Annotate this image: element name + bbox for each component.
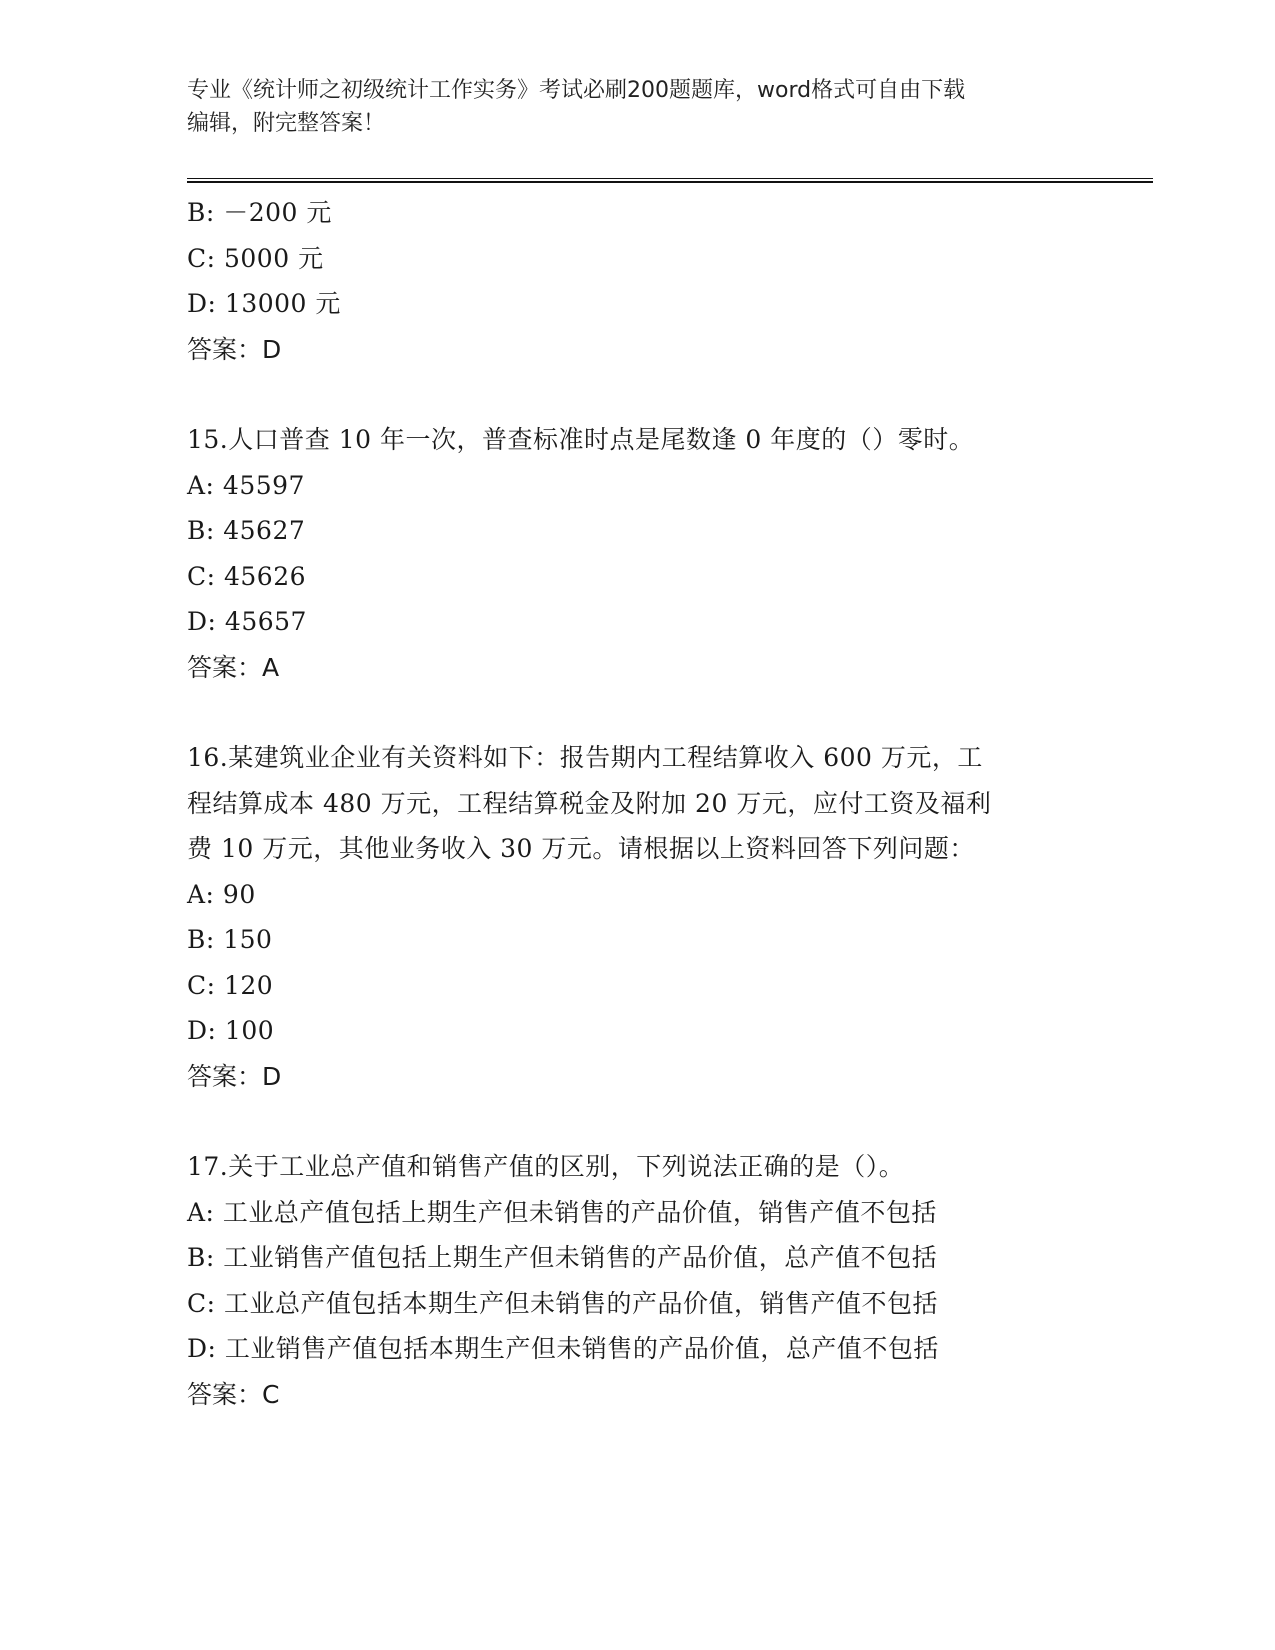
option-a: A: 45597 [187, 470, 305, 500]
question-17 [187, 1144, 1087, 1417]
header-title-line-2: 编辑，附完整答案！ [187, 111, 386, 136]
document-header [187, 74, 1087, 140]
option-a: A: 90 [187, 879, 256, 909]
option-a: A: 工业总产值包括上期生产但未销售的产品价值，销售产值不包括 [187, 1197, 937, 1227]
question-spacer [187, 372, 1087, 417]
option-d: D: 45657 [187, 607, 307, 636]
header-title-line-1: 专业《统计师之初级统计工作实务》考试必刷200题题库，word格式可自由下载 [187, 78, 966, 103]
answer-line: 答案：D [187, 1061, 282, 1091]
option-c: C: 45626 [187, 561, 307, 591]
option-d: D: 13000 元 [187, 289, 341, 318]
answer-line: 答案：C [187, 1379, 280, 1409]
question-text: 17.关于工业总产值和销售产值的区别，下列说法正确的是（）。 [187, 1152, 905, 1181]
question-15 [187, 417, 1087, 690]
question-14-continued [187, 190, 1087, 372]
option-d: D: 工业销售产值包括本期生产但未销售的产品价值，总产值不包括 [187, 1334, 939, 1363]
answer-line: 答案：D [187, 334, 282, 364]
option-b: B: 150 [187, 925, 273, 954]
option-b: B: 45627 [187, 516, 306, 545]
question-16 [187, 735, 1087, 1099]
question-text-line: 16.某建筑业企业有关资料如下：报告期内工程结算收入 600 万元，工 [187, 743, 983, 772]
question-spacer [187, 690, 1087, 735]
question-text: 15.人口普查 10 年一次，普查标准时点是尾数逢 0 年度的（）零时。 [187, 425, 975, 454]
option-c: C: 工业总产值包括本期生产但未销售的产品价值，销售产值不包括 [187, 1288, 939, 1318]
header-divider-thin [187, 178, 1153, 179]
question-text-line: 程结算成本 480 万元，工程结算税金及附加 20 万元，应付工资及福利 [187, 788, 992, 818]
option-b: B: 工业销售产值包括上期生产但未销售的产品价值，总产值不包括 [187, 1243, 938, 1272]
answer-line: 答案：A [187, 652, 280, 682]
question-spacer [187, 1099, 1087, 1144]
question-text-line: 费 10 万元，其他业务收入 30 万元。请根据以上资料回答下列问题： [187, 834, 975, 863]
header-divider-thick [187, 181, 1153, 183]
question-list [187, 190, 1087, 1417]
option-d: D: 100 [187, 1016, 275, 1045]
option-c: C: 120 [187, 970, 274, 1000]
option-b: B: －200 元 [187, 198, 332, 227]
option-c: C: 5000 元 [187, 243, 324, 273]
